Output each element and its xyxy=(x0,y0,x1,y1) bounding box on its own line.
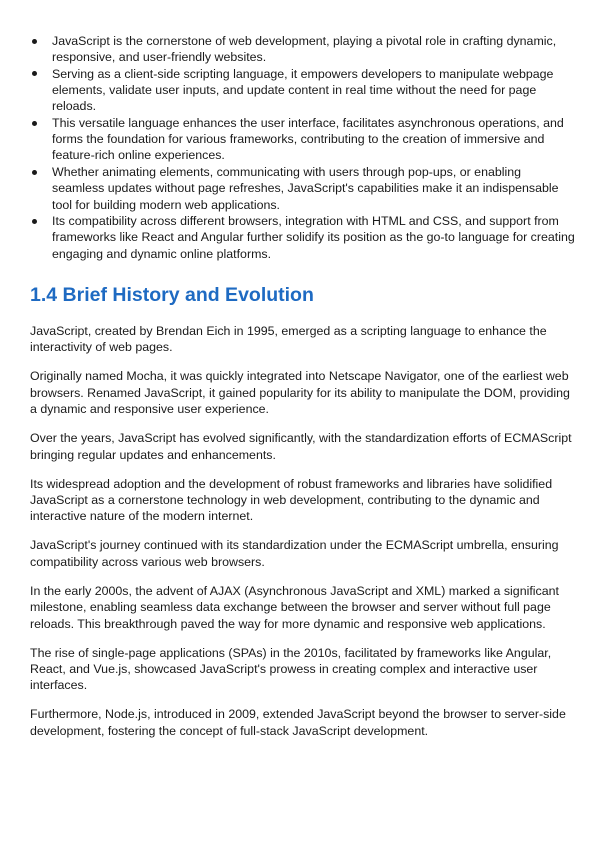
bullet-dot-icon xyxy=(32,39,37,44)
bullet-dot-icon xyxy=(32,71,37,76)
bullet-text: Serving as a client-side scripting language, it empowers developers to manipulate webpage elements, validate user inputs, and update content in real time without the need for page reloads. xyxy=(52,66,554,114)
bullet-dot-icon xyxy=(32,219,37,224)
paragraph: Originally named Mocha, it was quickly integrated into Netscape Navigator, one of the earliest web browsers. Renamed JavaScript, it gained popularity for its ability to manipulate the DOM, providing a dynamic and responsive user experience. xyxy=(30,369,570,417)
bullet-item xyxy=(28,33,576,65)
bullet-item xyxy=(28,164,576,213)
paragraph: In the early 2000s, the advent of AJAX (Asynchronous JavaScript and XML) marked a significant milestone, enabling seamless data exchange between the browser and server without full page reloads. This breakthrough paved the way for more dynamic and responsive web applications. xyxy=(30,583,559,631)
paragraph: JavaScript, created by Brendan Eich in 1995, emerged as a scripting language to enhance the interactivity of web pages. xyxy=(30,324,547,355)
bullet-text: Its compatibility across different browsers, integration with HTML and CSS, and support from frameworks like React and Angular further solidify its position as the go-to language for creating engaging and dynamic online platforms. xyxy=(52,214,575,261)
paragraph: The rise of single-page applications (SPAs) in the 2010s, facilitated by frameworks like Angular, React, and Vue.js, showcased JavaScript's prowess in creating complex and interactive user interfaces. xyxy=(30,645,552,693)
bullet-item xyxy=(28,115,576,164)
bullet-list xyxy=(28,33,576,262)
paragraph: Furthermore, Node.js, introduced in 2009, extended JavaScript beyond the browser to server-side development, fostering the concept of full-stack JavaScript development. xyxy=(30,707,566,738)
bullet-text: JavaScript is the cornerstone of web development, playing a pivotal role in crafting dynamic, responsive, and user-friendly websites. xyxy=(52,34,557,65)
bullet-item xyxy=(28,66,576,115)
bullet-dot-icon xyxy=(32,121,37,126)
paragraph: JavaScript's journey continued with its standardization under the ECMAScript umbrella, ensuring compatibility across various web browsers. xyxy=(30,538,559,569)
paragraph: Its widespread adoption and the development of robust frameworks and libraries have solidified JavaScript as a cornerstone technology in web development, contributing to the dynamic and interactive nature of the modern internet. xyxy=(30,476,553,524)
bullet-text: Whether animating elements, communicating with users through pop-ups, or enabling seamless updates without page refreshes, JavaScript's capabilities make it an indispensable tool for building modern web applications. xyxy=(52,165,559,212)
bullet-text: This versatile language enhances the user interface, facilitates asynchronous operations, and forms the foundation for various frameworks, contributing to the creation of immersive and feature-rich online experiences. xyxy=(52,116,564,163)
bullet-dot-icon xyxy=(32,170,37,175)
section-heading: 1.4 Brief History and Evolution xyxy=(30,284,314,306)
section-body xyxy=(30,323,575,752)
paragraph: Over the years, JavaScript has evolved significantly, with the standardization efforts of ECMAScript bringing regular updates and enhancements. xyxy=(30,431,572,462)
bullet-item xyxy=(28,213,576,262)
